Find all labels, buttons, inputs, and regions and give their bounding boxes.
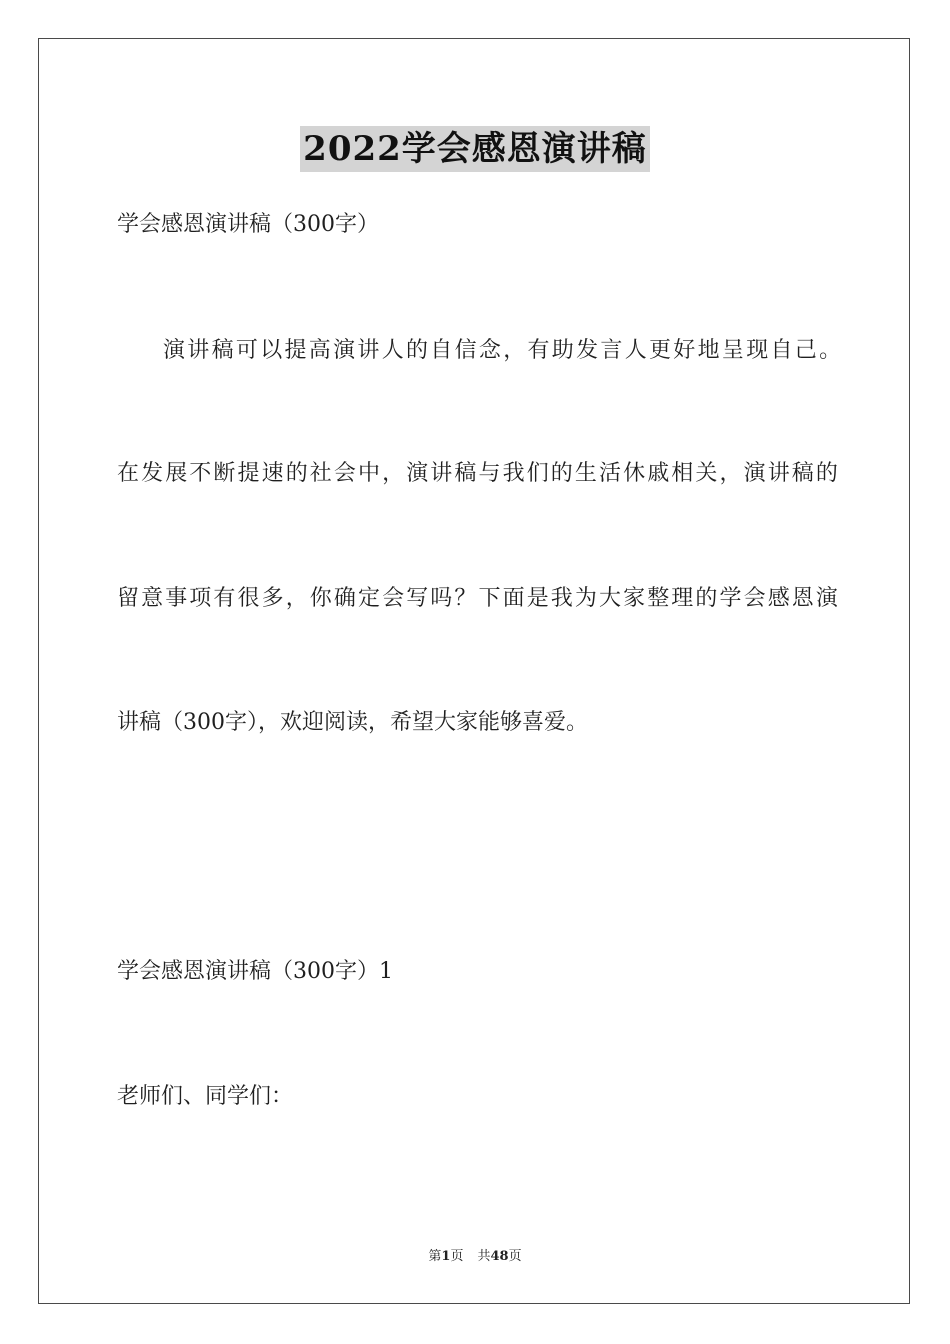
page-number: 1: [441, 1249, 451, 1264]
intro-line-2: 在发展不断提速的社会中，演讲稿与我们的生活休戚相关，演讲稿的: [117, 461, 841, 486]
total-label-suffix: 页: [508, 1249, 522, 1264]
intro-line-3: 留意事项有很多，你确定会写吗？下面是我为大家整理的学会感恩演: [117, 586, 841, 611]
total-pages: 48: [490, 1249, 509, 1264]
page-label-suffix: 页: [450, 1249, 464, 1264]
page-footer: [0, 1248, 950, 1266]
salutation: 老师们、同学们：: [117, 1084, 294, 1109]
intro-line-1: 演讲稿可以提高演讲人的自信念，有助发言人更好地呈现自己。: [163, 338, 844, 363]
title-container: [0, 126, 950, 172]
document-subtitle: 学会感恩演讲稿（300字）: [117, 212, 379, 237]
document-title: 2022学会感恩演讲稿: [300, 126, 650, 172]
total-label-prefix: 共: [477, 1249, 491, 1264]
intro-line-4: 讲稿（300字），欢迎阅读，希望大家能够喜爱。: [117, 710, 588, 735]
section-heading: 学会感恩演讲稿（300字）1: [117, 959, 393, 984]
page-label-prefix: 第: [428, 1249, 442, 1264]
